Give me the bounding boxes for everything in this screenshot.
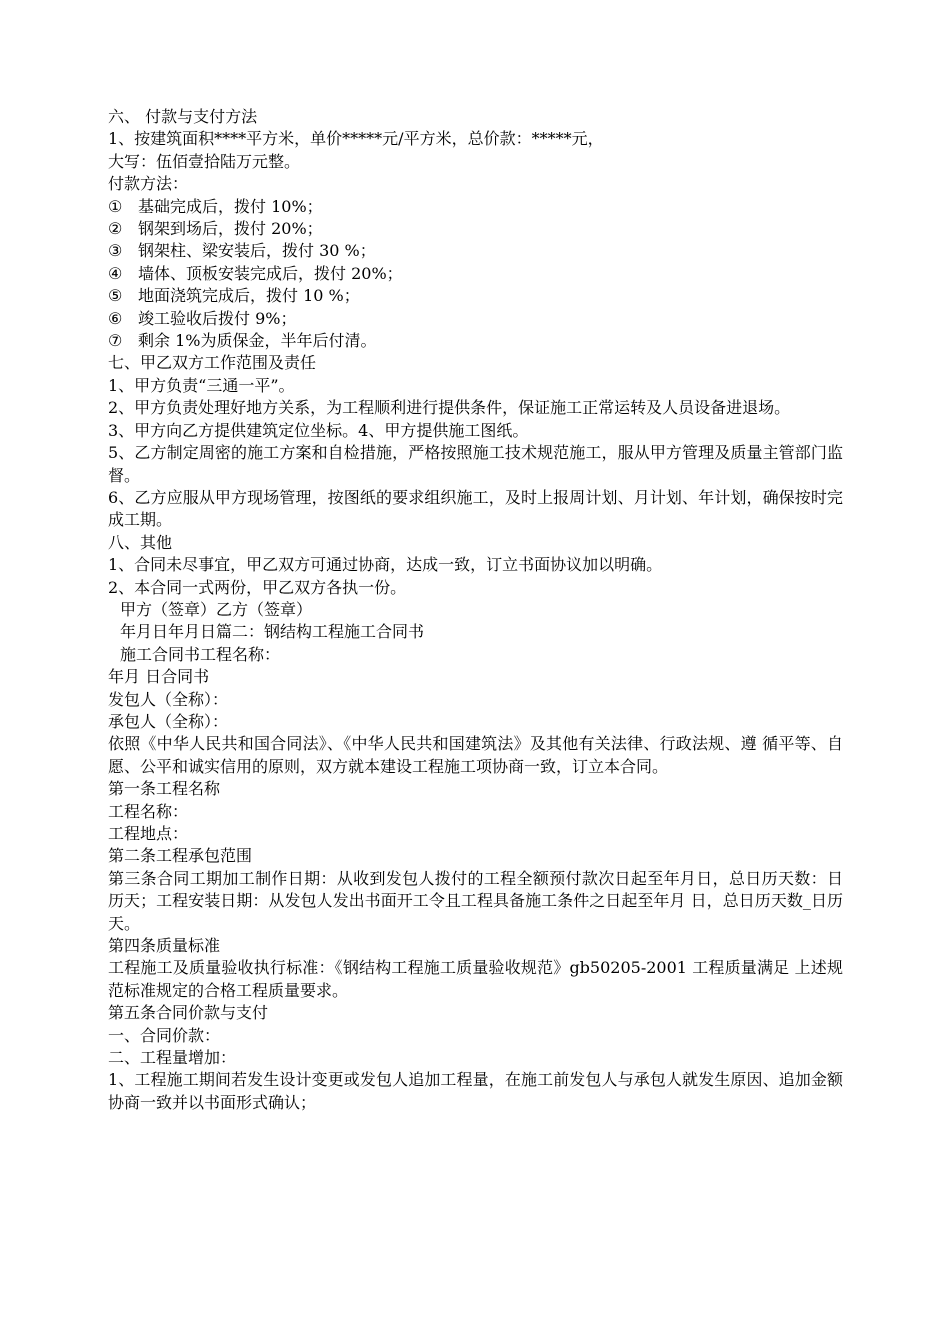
section-7-clause: 1、甲方负责“三通一平”。 [108, 375, 295, 395]
item-number: ③ [108, 241, 123, 261]
section-7-heading: 七、甲乙双方工作范围及责任 [108, 353, 317, 373]
contract-date-title: 年月 日合同书 [108, 667, 210, 687]
article-3-text: 第三条合同工期加工制作日期：从收到发包人拨付的工程全额预付款次日起至年月日，总日历天数：日历天；工程安装日期：从发包人发出书面开工令且工程具备施工条件之日起至年月 日，总日历天数_日历天。 [108, 868, 843, 933]
item-text: 地面浇筑完成后，拨付 10 %； [138, 286, 360, 306]
payment-list [108, 196, 843, 353]
item-number: ① [108, 196, 123, 216]
article-5-sub-2: 二、工程量增加： [108, 1048, 237, 1068]
section-6-heading: 六、 付款与支付方法 [108, 107, 258, 126]
section-8-clause: 2、本合同一式两份，甲乙双方各执一份。 [108, 577, 407, 597]
price-in-words: 大写：伍佰壹拾陆万元整。 [108, 151, 301, 171]
price-line: 1、按建筑面积****平方米，单价*****元/平方米，总价款：*****元， [108, 129, 604, 149]
item-text: 竣工验收后拨付 9%； [138, 308, 297, 328]
article-1-heading: 第一条工程名称 [108, 779, 221, 799]
article-5-sub-1: 一、合同价款： [108, 1025, 221, 1045]
contract-title-line: 施工合同书工程名称： [120, 644, 281, 664]
article-5-clause: 1、工程施工期间若发生设计变更或发包人追加工程量，在施工前发包人与承包人就发生原因、追加金额协商一致并以书面形式确认； [108, 1070, 843, 1112]
article-5-heading: 第五条合同价款与支付 [108, 1003, 269, 1023]
section-7-clause: 5、乙方制定周密的施工方案和自检措施，严格按照施工技术规范施工，服从甲方管理及质量主管部门监督。 [108, 443, 843, 485]
payment-method-label: 付款方法： [108, 174, 189, 194]
section-7-clause: 6、乙方应服从甲方现场管理，按图纸的要求组织施工，及时上报周计划、月计划、年计划，确保按时完成工期。 [108, 487, 843, 530]
item-text: 钢架到场后，拨付 20%； [138, 219, 323, 239]
payment-item [108, 308, 843, 330]
signature-line: 甲方（签章）乙方（签章） [120, 599, 313, 619]
payment-item [108, 218, 843, 240]
item-text: 钢架柱、梁安装后，拨付 30 %； [138, 241, 376, 261]
payment-item [108, 263, 843, 285]
item-text: 剩余 1%为质保金，半年后付清。 [138, 331, 377, 351]
preamble: 依照《中华人民共和国合同法》、《中华人民共和国建筑法》及其他有关法律、行政法规、遵 循平等、自愿、公平和诚实信用的原则，双方就本建设工程施工项协商一致，订立本合同。 [108, 734, 843, 776]
item-number: ② [108, 219, 123, 239]
article-2-heading: 第二条工程承包范围 [108, 846, 253, 866]
project-site-line: 工程地点： [108, 824, 189, 843]
section-8-clause: 1、合同未尽事宜，甲乙双方可通过协商，达成一致，订立书面协议加以明确。 [108, 555, 663, 575]
document-page [108, 106, 843, 1114]
section-7-clause: 2、甲方负责处理好地方关系，为工程顺利进行提供条件，保证施工正常运转及人员设备进退场。 [108, 398, 791, 418]
article-4-heading: 第四条质量标准 [108, 936, 221, 956]
payment-item [108, 240, 843, 262]
payment-item [108, 196, 843, 218]
section-8-heading: 八、其他 [108, 532, 173, 552]
item-number: ⑤ [108, 286, 123, 306]
employer-line: 发包人（全称）： [108, 689, 229, 709]
payment-item [108, 330, 843, 352]
contractor-line: 承包人（全称）： [108, 711, 229, 731]
section-7-clause: 3、甲方向乙方提供建筑定位坐标。4、甲方提供施工图纸。 [108, 420, 529, 440]
article-4-text: 工程施工及质量验收执行标准：《钢结构工程施工质量验收规范》gb50205-2001 工程质量满足 上述规范标准规定的合格工程质量要求。 [108, 958, 843, 1000]
payment-item [108, 285, 843, 307]
item-number: ⑦ [108, 331, 123, 351]
item-number: ⑥ [108, 308, 123, 328]
item-text: 基础完成后，拨付 10%； [138, 196, 323, 216]
item-number: ④ [108, 263, 123, 283]
date-line: 年月日年月日篇二：钢结构工程施工合同书 [120, 622, 425, 642]
item-text: 墙体、顶板安装完成后，拨付 20%； [138, 263, 403, 283]
project-name-line: 工程名称： [108, 801, 189, 821]
